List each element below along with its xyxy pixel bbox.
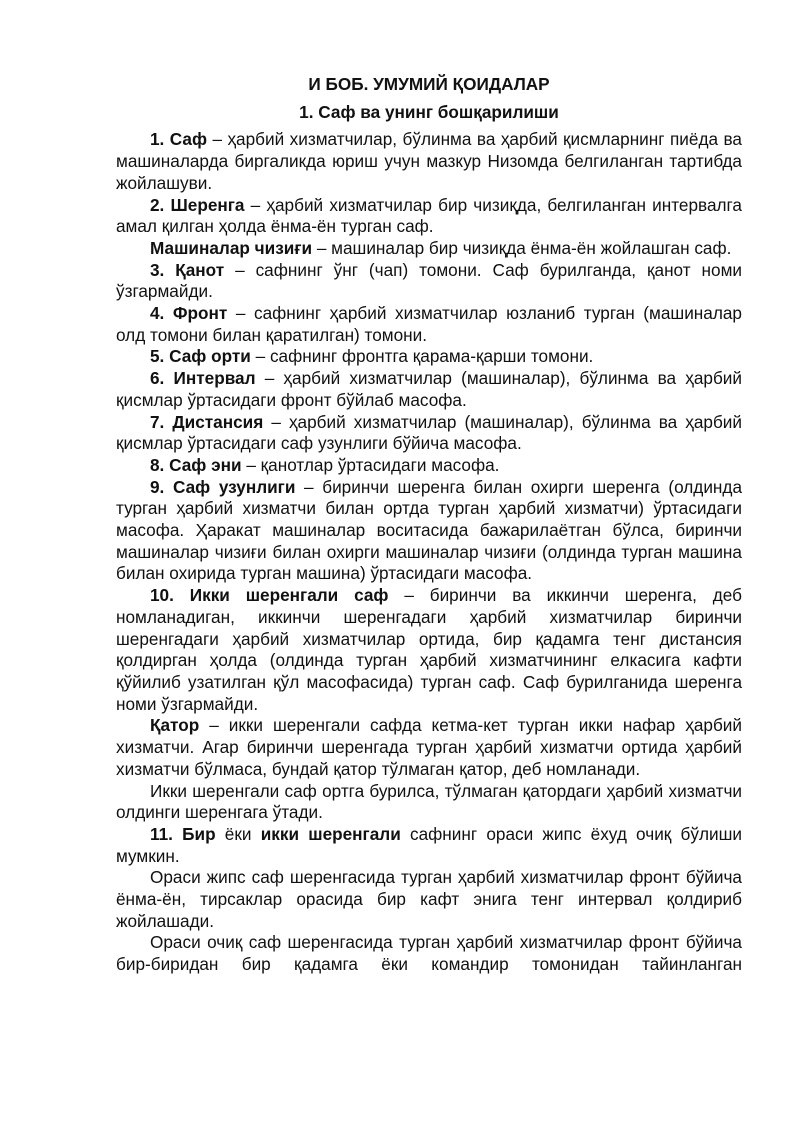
paragraph-distansiya	[116, 412, 742, 455]
definition: – машиналар бир чизиқда ёнма-ён жойлашган саф.	[312, 237, 732, 258]
section-title: 1. Саф ва унинг бошқарилиши	[299, 101, 559, 122]
term: 11. Бир	[150, 823, 216, 844]
definition: – сафнинг фронтга қарама-қарши томони.	[250, 346, 594, 367]
paragraph-text: сафнинг ораси жипс ёхуд очиқ бўлиши мумкин.	[116, 823, 742, 866]
term: 3. Қанот	[150, 259, 225, 280]
definition: – ҳарбий хизматчилар бир чизиқда, белгиланган интервалга амал қилган ҳолда ёнма-ён турган саф.	[116, 194, 742, 237]
definition: – биринчи ва иккинчи шеренга, деб номланадиган, иккинчи шеренгадаги ҳарбий хизматчилар биринчи шеренгадаги ҳарбий хизматчилар ортида, бир қадамга тенг дистансия қолдирган ҳолда (олдинда турган ҳарбий хизматчининг елкасига кафти қўйилиб узатилган қўл масофасида) турган саф. Саф бурилганида шеренга номи ўзгармайди.	[116, 585, 742, 714]
definition: – икки шеренгали сафда кетма-кет турган икки нафар ҳарбий хизматчи. Агар биринчи шеренгада турган ҳарбий хизматчи ортида ҳарбий хизматчи бўлмаса, бундай қатор тўлмаган қатор, деб номланади.	[116, 715, 742, 779]
paragraph-qanot	[116, 260, 742, 303]
term: 10. Икки шеренгали саф	[150, 585, 389, 606]
paragraph-text: Ораси жипс саф шеренгасида турган ҳарбий хизматчилар фронт бўйича ёнма-ён, тирсаклар орасида бир кафт энига тенг интервал қолдириб жойлашади.	[116, 867, 742, 931]
chapter-title: И БОБ. УМУМИЙ ҚОИДАЛАР	[308, 74, 550, 94]
paragraph-qator	[116, 715, 742, 780]
paragraph-sherenga	[116, 195, 742, 238]
paragraph-text: Икки шеренгали саф ортга бурилса, тўлмаган қатордаги ҳарбий хизматчи олдинги шеренгага ўтади.	[116, 780, 742, 823]
definition: – сафнинг ҳарбий хизматчилар юзланиб турган (машиналар олд томони билан қаратилган) томони.	[116, 303, 742, 345]
paragraph-bir-yoki-ikki	[116, 824, 742, 867]
definition: – қанотлар ўртасидаги масофа.	[241, 454, 500, 475]
paragraph-text: ёки	[215, 823, 261, 844]
term: 7. Дистансия	[150, 411, 264, 432]
paragraph-text: Ораси очиқ саф шеренгасида турган ҳарбий хизматчилар фронт бўйича бир-биридан бир қадамга ёки командир томонидан тайинланган	[116, 932, 742, 975]
term: 2. Шеренга	[150, 194, 245, 215]
definition: – ҳарбий хизматчилар (машиналар), бўлинма ва ҳарбий қисмлар ўртасидаги фронт бўйлаб масофа.	[116, 368, 743, 410]
definition: – ҳарбий хизматчилар, бўлинма ва ҳарбий қисмларнинг пиёда ва машиналарда биргаликда юриш учун мазкур Низомда белгиланган тартибда жойлашуви.	[116, 129, 742, 193]
paragraph-saf	[116, 129, 742, 194]
paragraph-front	[116, 303, 742, 346]
term: 1. Саф	[150, 129, 207, 150]
term: 4. Фронт	[150, 303, 228, 324]
paragraph-orasi-ochiq	[116, 932, 742, 975]
paragraph-ikki-sherengali-saf	[116, 585, 742, 715]
term: икки шеренгали	[260, 823, 401, 844]
definition: – сафнинг ўнг (чап) томони. Саф бурилганда, қанот номи ўзгармайди.	[116, 259, 742, 302]
paragraph-orasi-jips	[116, 867, 742, 932]
term: Қатор	[150, 715, 200, 736]
definition: – биринчи шеренга билан охирги шеренга (олдинда турган ҳарбий хизматчи билан ортда турган ҳарбий хизматчи) ўртасидаги масофа. Ҳаракат машиналар воситасида бажарилаётган бўлса, биринчи машиналар чизиғи билан охирги машиналар чизиғи (олдинда турган машина билан охирида турган машина) ўртасидаги масофа.	[116, 476, 743, 584]
document-page	[116, 74, 742, 976]
paragraph-saf-eni	[116, 455, 742, 477]
term: Машиналар чизиғи	[150, 237, 313, 258]
term: 5. Саф орти	[150, 346, 251, 367]
paragraph-saf-orti	[116, 346, 742, 368]
paragraph-mashinalar-chizigi	[116, 238, 742, 260]
paragraph-ortga-burilsa	[116, 781, 742, 824]
definition: – ҳарбий хизматчилар (машиналар), бўлинма ва ҳарбий қисмлар ўртасидаги саф узунлиги бўйича масофа.	[116, 411, 742, 454]
paragraph-interval	[116, 368, 742, 411]
term: 6. Интервал	[150, 368, 256, 389]
term: 8. Саф эни	[150, 454, 242, 475]
paragraph-saf-uzunligi	[116, 477, 742, 586]
term: 9. Саф узунлиги	[150, 476, 296, 497]
